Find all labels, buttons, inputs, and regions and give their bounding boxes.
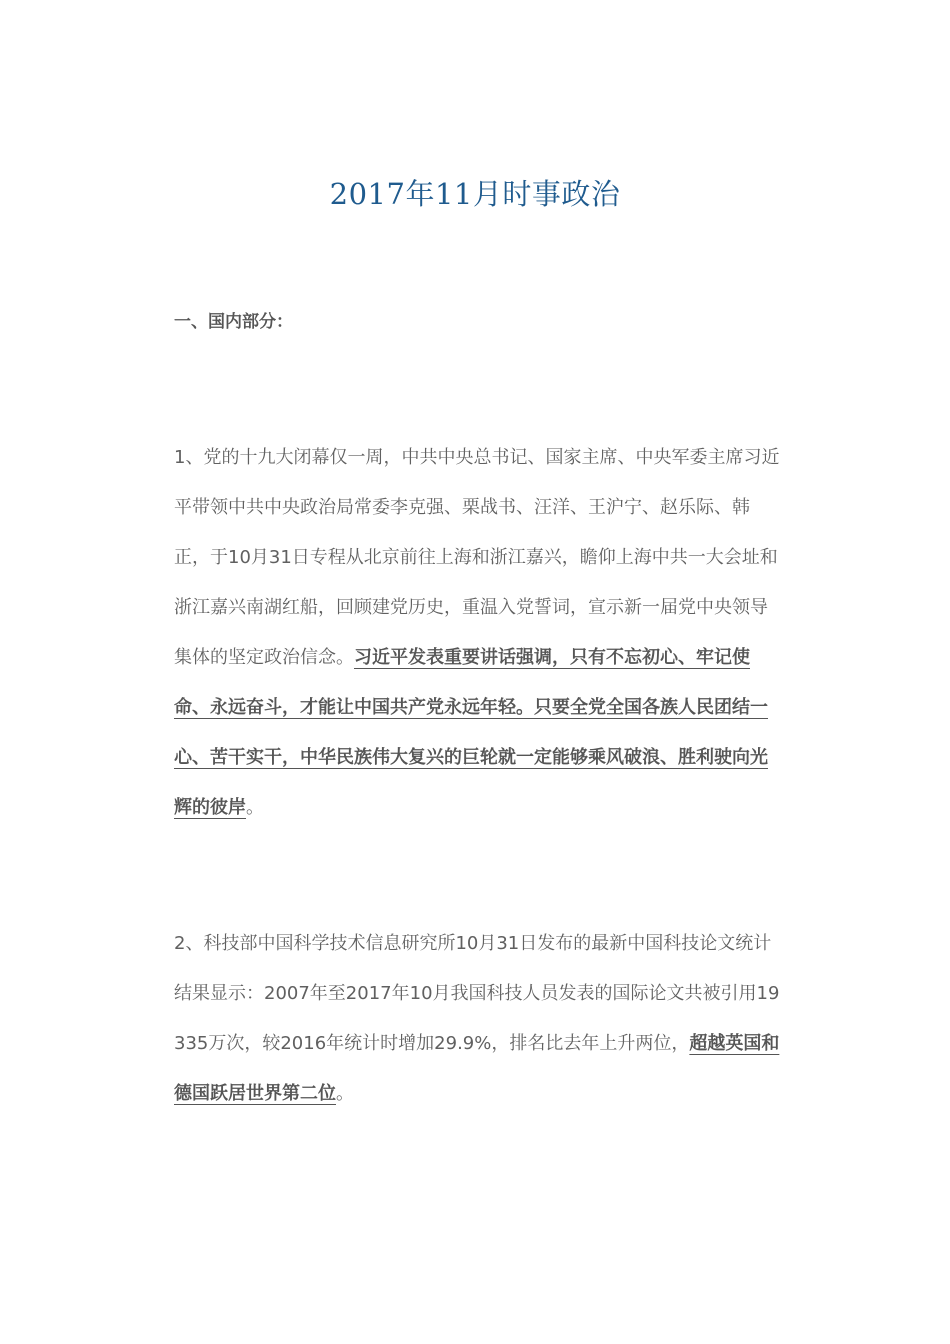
paragraph-2-emphasis: 超越英国和德国跃居世界第二位 <box>174 1033 780 1104</box>
paragraph-2-tail: 。 <box>336 1083 354 1104</box>
paragraph-2 <box>174 919 784 1119</box>
section-heading-domestic: 一、国内部分： <box>174 312 293 332</box>
paragraph-1-text: 1、党的十九大闭幕仅一周，中共中央总书记、国家主席、中央军委主席习近平带领中共中央政治局常委李克强、栗战书、汪洋、王沪宁、赵乐际、韩正，于10月31日专程从北京前往上海和浙江嘉兴，瞻仰上海中共一大会址和浙江嘉兴南湖红船，回顾建党历史，重温入党誓词，宣示新一届党中央领导集体的坚定政治信念。 <box>174 447 780 668</box>
page-title: 2017年11月时事政治 <box>329 177 621 211</box>
paragraph-1-emphasis: 习近平发表重要讲话强调，只有不忘初心、牢记使命、永远奋斗，才能让中国共产党永远年轻。只要全党全国各族人民团结一心、苦干实干，中华民族伟大复兴的巨轮就一定能够乘风破浪、胜利驶向光辉的彼岸 <box>174 647 768 818</box>
paragraph-1 <box>174 433 784 833</box>
paragraph-1-tail: 。 <box>246 797 264 818</box>
paragraph-2-text: 2、科技部中国科学技术信息研究所10月31日发布的最新中国科技论文统计结果显示：2007年至2017年10月我国科技人员发表的国际论文共被引用19335万次，较2016年统计时增加29.9%，排名比去年上升两位， <box>174 933 780 1054</box>
